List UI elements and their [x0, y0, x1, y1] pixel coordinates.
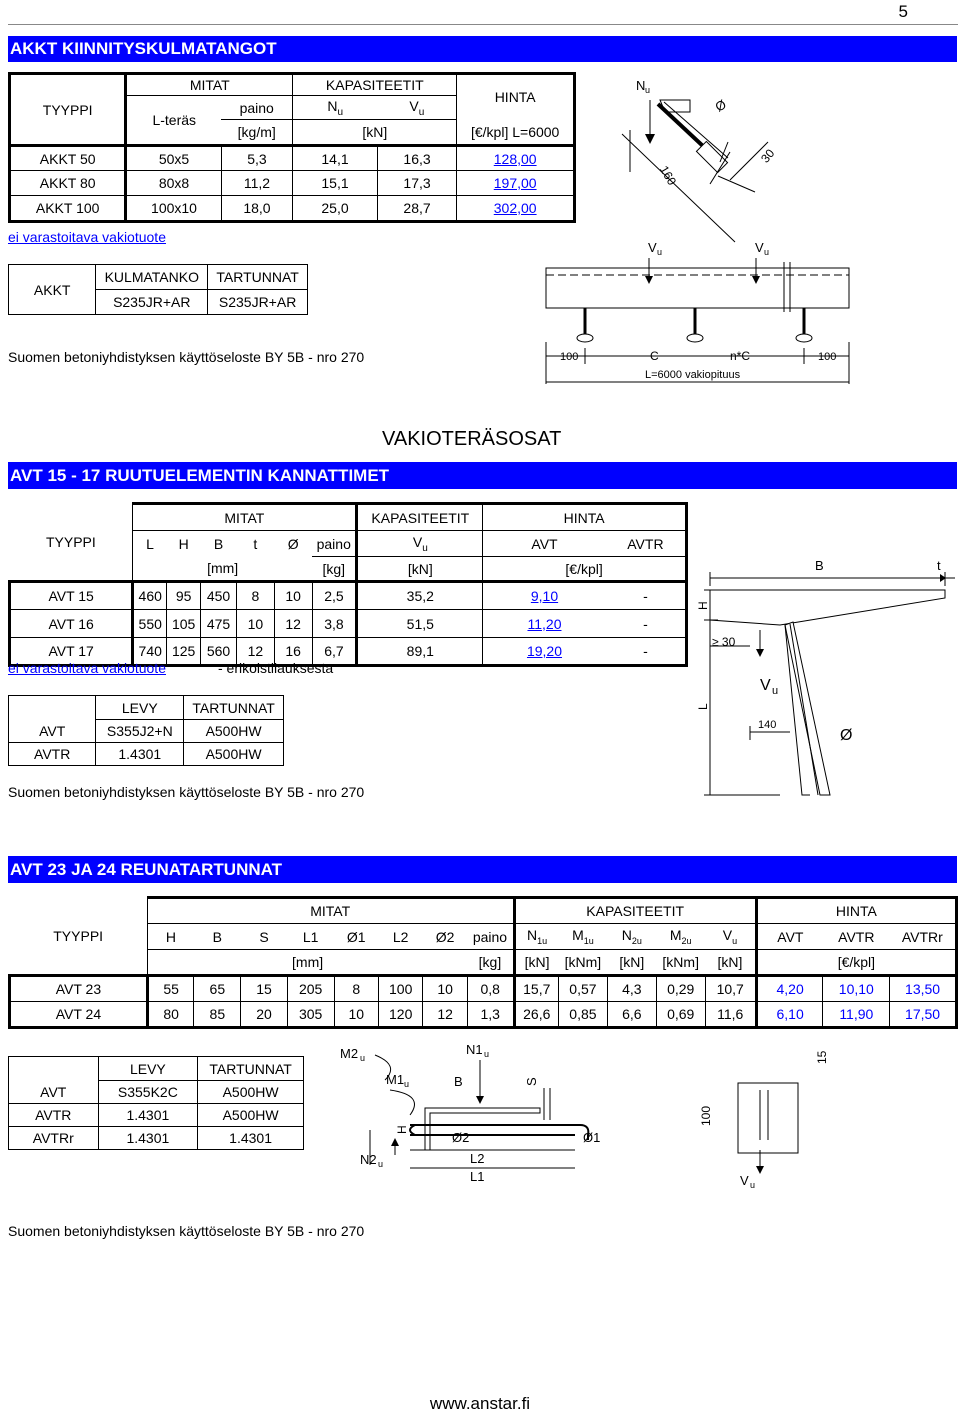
price-link[interactable]: 302,00 — [457, 196, 575, 222]
table-row: AVT 23 — [10, 976, 148, 1002]
svg-text:u: u — [360, 1053, 366, 1063]
svg-text:B: B — [815, 558, 824, 573]
stock-note-link[interactable]: ei varastoitava vakiotuote — [8, 660, 166, 676]
svg-text:t: t — [937, 558, 941, 573]
svg-text:C: C — [650, 349, 659, 363]
avt23-material-table: LEVY TARTUNNAT AVT S355K2C A500HW AVTR 1.4301 A500HW AVTRr 1.4301 1.4301 — [8, 1056, 304, 1150]
svg-text:Ø: Ø — [712, 96, 729, 115]
avt23-approval: Suomen betoniyhdistyksen käyttöseloste BY 5B - nro 270 — [8, 1223, 365, 1239]
price-link[interactable]: 11,20 — [483, 610, 606, 638]
akkt-approval: Suomen betoniyhdistyksen käyttöseloste BY 5B - nro 270 — [8, 349, 365, 365]
akkt-h-nu: $N_u$ — [293, 96, 378, 120]
footer-url[interactable]: www.anstar.fi — [429, 1394, 531, 1413]
table-row: AKKT 50 — [10, 146, 126, 171]
akkt-h-paino: paino — [221, 96, 293, 120]
svg-text:V: V — [760, 677, 771, 694]
avt23-table: TYYPPI MITAT KAPASITEETIT HINTA H B S L1 Ø1 L2 Ø2 paino $N_{1u}$ $M_{1u}$ $N_{2u}$ $M_{2u}$ $V_u$ AVT AVTR AVTRr [mm] [kg] [kN] [kNm] [kN] [kNm] [kN] [€/kpl] AVT 23 55 65 15 205 8 100 10 0,8 15,7 0,57 4,3 0,29 10,7 4,20 10,10 13,50 AVT 24 80 85 20 305 10 120 12 1,3 26,6 0,85 6,6 0,69 11,6 6,10 11,90 17,50 — [8, 896, 958, 1029]
akkt-drawing — [540, 72, 860, 392]
price-link[interactable]: 9,10 — [483, 582, 606, 610]
akkt-h-lteras: L-teräs — [152, 112, 197, 128]
svg-text:L1: L1 — [470, 1169, 485, 1184]
svg-text:M1: M1 — [386, 1072, 405, 1087]
svg-text:30: 30 — [758, 146, 778, 166]
svg-text:V: V — [648, 240, 657, 255]
avt15-table: TYYPPI MITAT KAPASITEETIT HINTA L H B t Ø paino $V_u$ AVT AVTR [mm] [kg] [kN] [€/kpl] AVT 15 460 95 450 8 10 2,5 35,2 9,10 - AVT 16 550 105 475 10 12 3,8 51,5 11,20 - AVT 17 740 125 560 12 16 6,7 89,1 19,20 - — [8, 502, 688, 667]
svg-text:u: u — [657, 247, 663, 257]
svg-text:u: u — [404, 1079, 410, 1089]
svg-text:100: 100 — [818, 351, 837, 363]
avt15-drawing — [690, 550, 958, 810]
svg-text:160: 160 — [656, 163, 680, 188]
akkt-h-vu: $V_u$ — [377, 96, 457, 120]
svg-text:N1: N1 — [466, 1042, 483, 1057]
svg-text:u: u — [484, 1049, 490, 1059]
svg-text:Ø1: Ø1 — [583, 1130, 601, 1145]
table-row: AKKT 100 — [10, 196, 126, 222]
svg-text:≥ 30: ≥ 30 — [712, 635, 736, 649]
price-link[interactable]: 128,00 — [457, 146, 575, 171]
avt23-drawing — [330, 1040, 829, 1200]
svg-text:M2: M2 — [340, 1046, 359, 1061]
svg-text:L=6000 vakiopituus: L=6000 vakiopituus — [645, 369, 741, 381]
svg-text:L: L — [696, 703, 710, 710]
akkt-table: TYYPPI MITAT KAPASITEETIT HINTA L-teräs paino $N_u$ $V_u$ [kg/m] [kN] [€/kpl] L=6000 AKKT 50 50x5 5,3 14,1 16,3 128,00 AKKT 80 80x8 11,2 15,1 17,3 197,00 AKKT 100 100x10 18,0 25,0 28,7 302,00 — [8, 72, 576, 223]
akkt-h-kapasiteetit: KAPASITEETIT — [293, 74, 457, 96]
akkt-section-title: AKKT KIINNITYSKULMATANGOT — [8, 36, 957, 62]
svg-text:u: u — [750, 1180, 756, 1190]
special-order-note: - erikoistilauksesta — [218, 660, 334, 676]
svg-text:H: H — [696, 601, 710, 610]
svg-text:V: V — [755, 240, 764, 255]
akkt-u-price: [€/kpl] L=6000 — [457, 120, 575, 146]
stock-note-link[interactable]: ei varastoitava vakiotuote — [8, 229, 166, 245]
svg-text:n*C: n*C — [730, 349, 751, 363]
svg-text:S: S — [524, 1077, 539, 1086]
page-number: 5 — [898, 2, 908, 21]
akkt-h-mitat: MITAT — [126, 74, 293, 96]
svg-text:V: V — [740, 1173, 749, 1188]
svg-text:N: N — [636, 78, 646, 93]
svg-text:u: u — [764, 247, 770, 257]
section-heading: VAKIOTERÄSOSAT — [382, 428, 562, 450]
table-row: AVT 24 — [10, 1002, 148, 1028]
svg-text:100: 100 — [699, 1105, 713, 1126]
svg-text:B: B — [454, 1074, 463, 1089]
akkt-h-hinta: HINTA — [457, 74, 575, 120]
table-row: AVT 17 — [10, 638, 133, 666]
svg-text:L2: L2 — [470, 1151, 485, 1166]
svg-text:u: u — [378, 1159, 384, 1169]
table-row: AVT 16 — [10, 610, 133, 638]
svg-text:N2: N2 — [360, 1152, 377, 1167]
svg-text:15: 15 — [815, 1050, 829, 1064]
table-row: AVT 15 — [10, 582, 133, 610]
akkt-u-kgm: [kg/m] — [237, 124, 276, 140]
akkt-material-table: AKKT KULMATANKO TARTUNNAT S235JR+AR S235JR+AR — [8, 264, 308, 315]
svg-text:H: H — [395, 1125, 409, 1134]
svg-text:u: u — [645, 85, 651, 95]
avt15-approval: Suomen betoniyhdistyksen käyttöseloste BY 5B - nro 270 — [8, 784, 365, 800]
akkt-h-tyyppi: TYYPPI — [10, 74, 126, 146]
price-link[interactable]: 19,20 — [483, 638, 606, 666]
svg-text:140: 140 — [758, 719, 777, 731]
table-row: AKKT 80 — [10, 171, 126, 196]
top-rule — [8, 24, 958, 25]
svg-text:Ø: Ø — [840, 727, 853, 744]
avt15-section-title: AVT 15 - 17 RUUTUELEMENTIN KANNATTIMET — [8, 462, 957, 489]
avt23-section-title: AVT 23 JA 24 REUNATARTUNNAT — [8, 856, 957, 883]
svg-text:100: 100 — [560, 351, 579, 363]
svg-text:Ø2: Ø2 — [452, 1130, 470, 1145]
akkt-u-kn: [kN] — [293, 120, 457, 146]
svg-text:u: u — [772, 685, 779, 697]
avt15-material-table: LEVY TARTUNNAT AVT S355J2+N A500HW AVTR 1.4301 A500HW — [8, 695, 284, 766]
price-link[interactable]: 197,00 — [457, 171, 575, 196]
